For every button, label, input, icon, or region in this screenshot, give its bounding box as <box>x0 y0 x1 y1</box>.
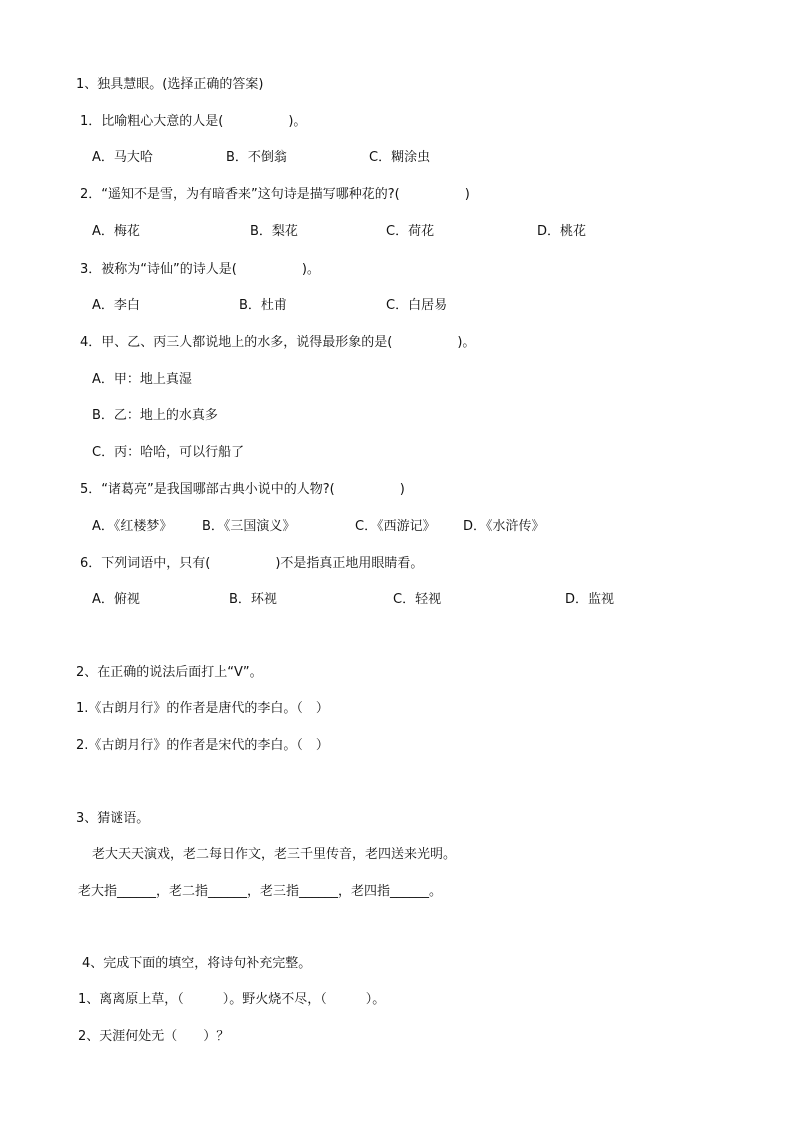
question-1: 1．比喻粗心大意的人是( )。 <box>80 114 307 129</box>
q1-option-b: B．不倒翁 <box>226 150 287 165</box>
q4-option-b: B．乙：地上的水真多 <box>92 408 218 423</box>
section-2-heading: 2、在正确的说法后面打上“V”。 <box>76 665 263 680</box>
q6-option-d: D．监视 <box>565 592 615 607</box>
q6-option-c: C．轻视 <box>393 592 442 607</box>
question-3: 3．被称为“诗仙”的诗人是( )。 <box>80 262 320 277</box>
q3-option-b: B．杜甫 <box>239 298 287 313</box>
true-false-item-2: 2.《古朗月行》的作者是宋代的李白。（ ） <box>76 738 329 753</box>
riddle-text: 老大天天演戏，老二每日作文，老三千里传音，老四送来光明。 <box>92 847 457 862</box>
q2-option-a: A．梅花 <box>92 224 140 239</box>
q4-option-c: C．丙：哈哈，可以行船了 <box>92 445 245 460</box>
q6-option-a: A．俯视 <box>92 592 140 607</box>
poem-fill-line-2: 2、天涯何处无（ ）？ <box>78 1029 230 1044</box>
true-false-item-1: 1.《古朗月行》的作者是唐代的李白。（ ） <box>76 701 329 716</box>
section-1-heading: 1、独具慧眼。(选择正确的答案) <box>76 77 264 92</box>
q6-option-b: B．环视 <box>229 592 277 607</box>
question-4: 4．甲、乙、丙三人都说地上的水多，说得最形象的是( )。 <box>80 335 476 350</box>
q5-option-d: D．《水浒传》 <box>463 519 545 534</box>
poem-fill-line-1: 1、离离原上草，（ ）。野火烧不尽，（ ）。 <box>78 992 386 1007</box>
riddle-answer-line: 老大指______，老二指______，老三指______，老四指______。 <box>78 884 443 899</box>
q1-option-a: A．马大哈 <box>92 150 153 165</box>
q5-option-b: B．《三国演义》 <box>202 519 296 534</box>
q4-option-a: A．甲：地上真湿 <box>92 372 192 387</box>
q3-option-c: C．白居易 <box>386 298 448 313</box>
section-3-heading: 3、猜谜语。 <box>76 811 150 826</box>
question-2: 2．“遥知不是雪，为有暗香来”这句诗是描写哪种花的?( ) <box>80 187 470 202</box>
q2-option-b: B．梨花 <box>250 224 298 239</box>
question-5: 5．“诸葛亮”是我国哪部古典小说中的人物?( ) <box>80 482 405 497</box>
q5-option-c: C．《西游记》 <box>355 519 436 534</box>
q5-option-a: A．《红楼梦》 <box>92 519 173 534</box>
q2-option-c: C．荷花 <box>386 224 435 239</box>
q2-option-d: D．桃花 <box>537 224 587 239</box>
question-6: 6．下列词语中，只有( )不是指真正地用眼睛看。 <box>80 556 424 571</box>
q3-option-a: A．李白 <box>92 298 140 313</box>
section-4-heading: 4、完成下面的填空，将诗句补充完整。 <box>82 956 312 971</box>
q1-option-c: C．糊涂虫 <box>369 150 431 165</box>
